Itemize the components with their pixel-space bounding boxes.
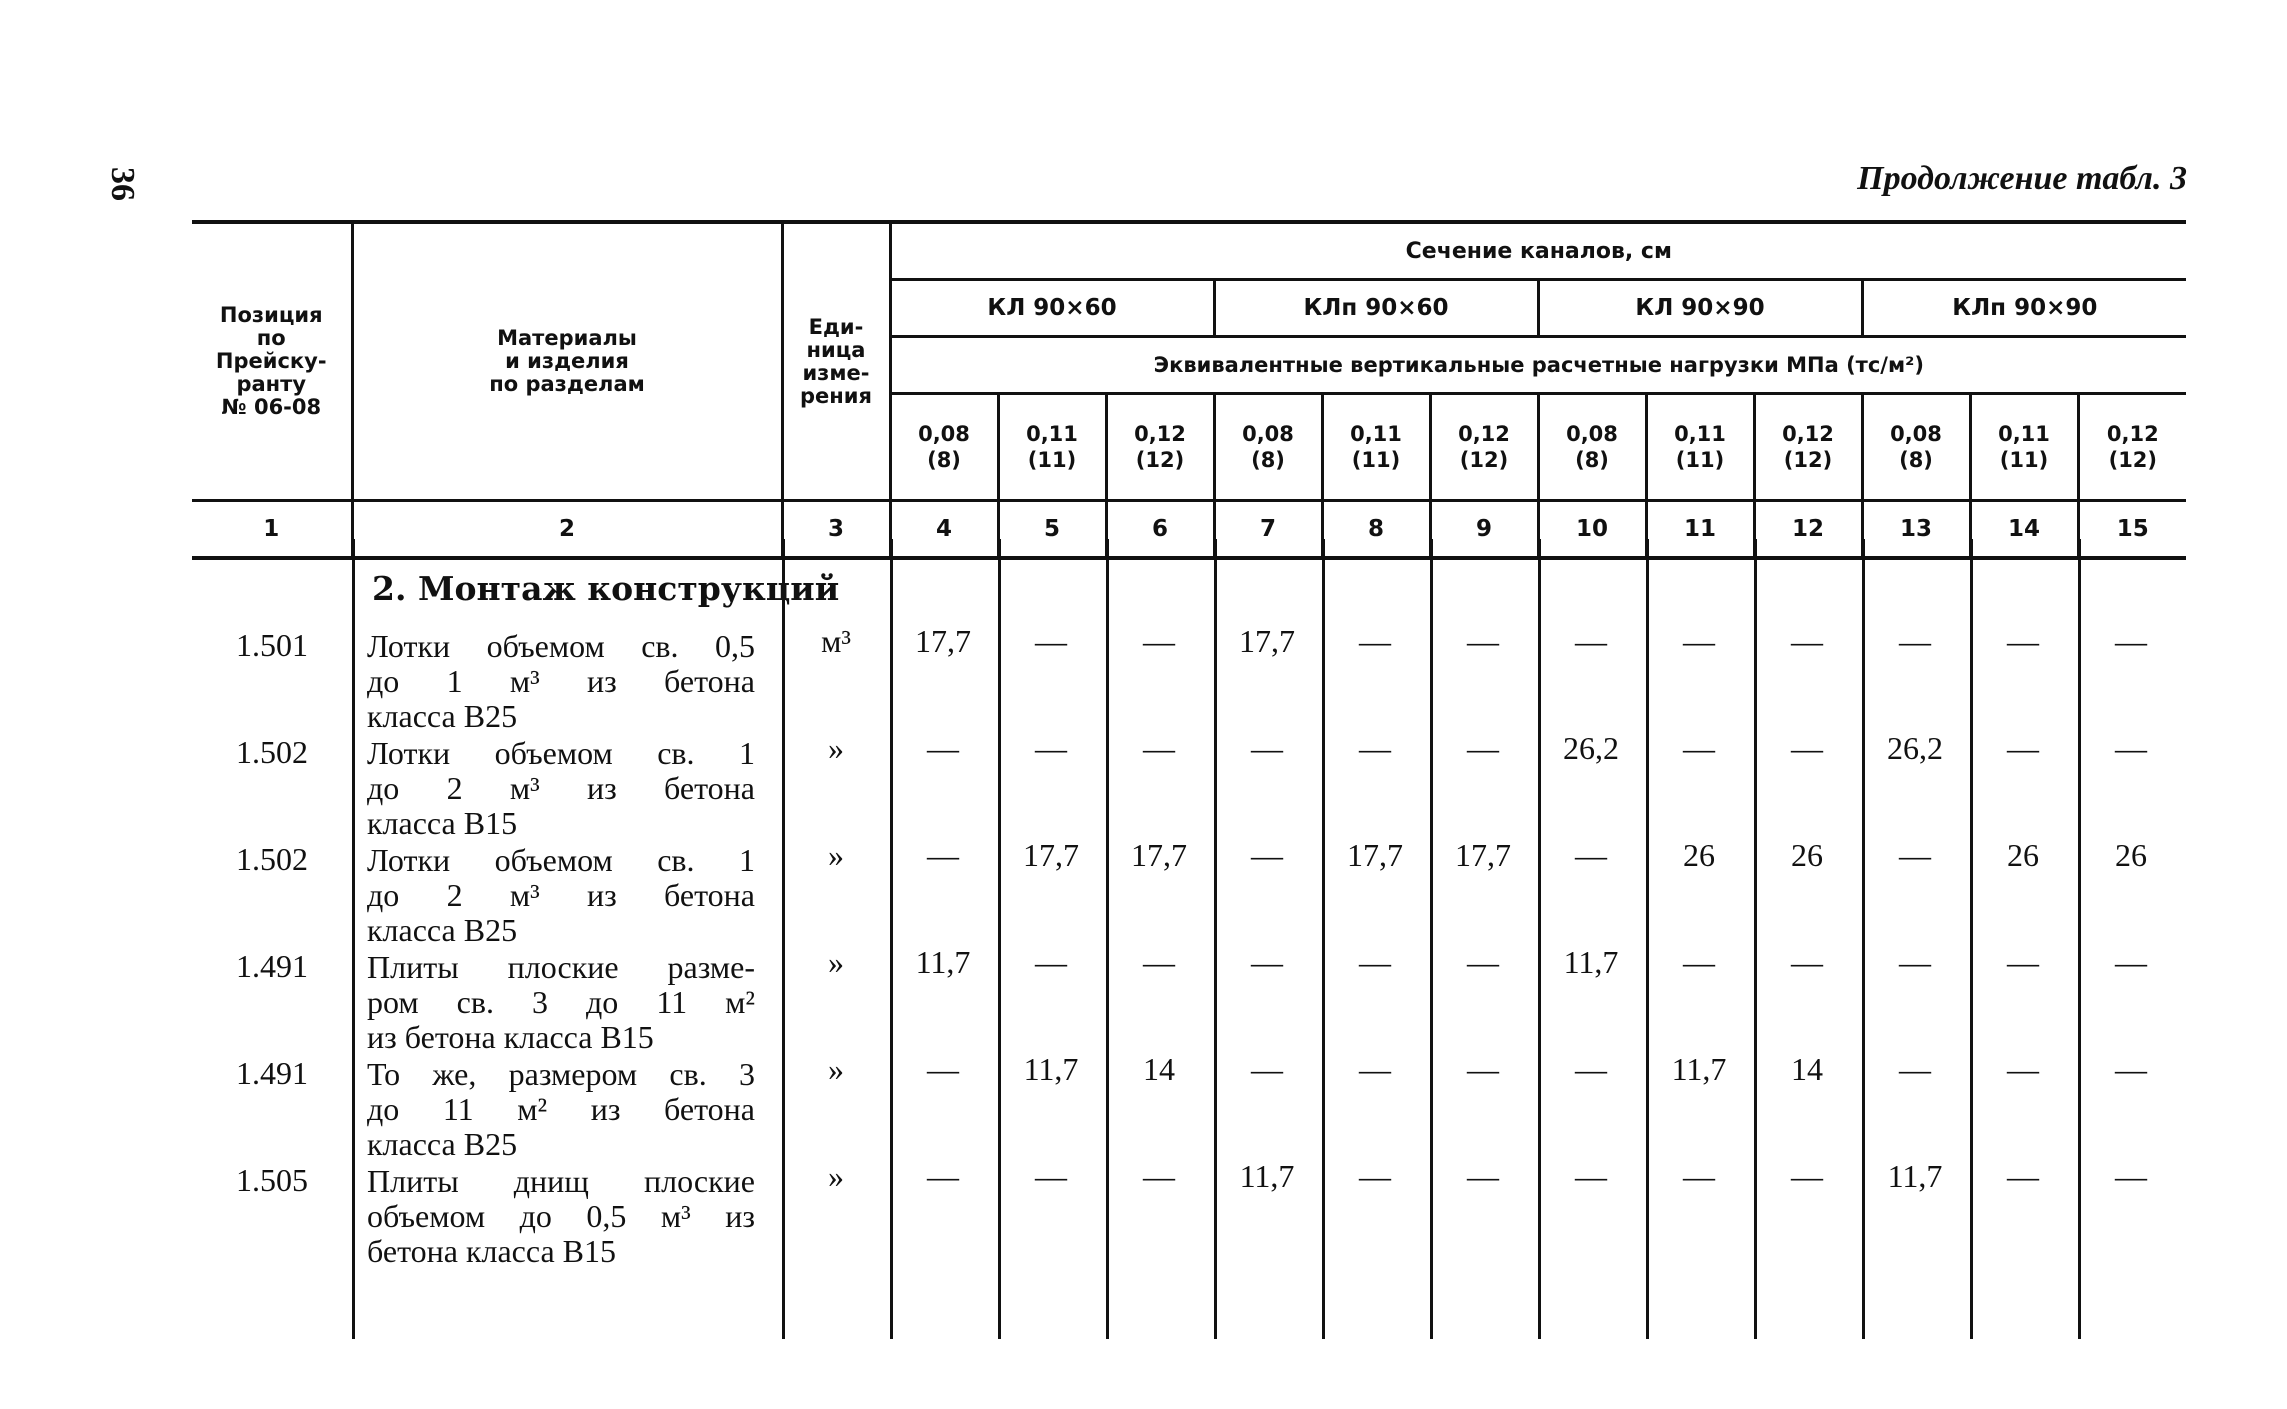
row-value: 17,7	[1347, 837, 1403, 873]
row-unit: м³	[821, 623, 851, 659]
row-value: —	[1467, 944, 1499, 980]
row-value: 26,2	[1887, 730, 1943, 766]
row-value: 26	[1791, 837, 1823, 873]
row-value: —	[1359, 1158, 1391, 1194]
column-number: 6	[1106, 501, 1214, 559]
row-value: 11,7	[1887, 1158, 1943, 1194]
row-position: 1.491	[236, 948, 308, 984]
column-number: 1	[192, 501, 352, 559]
row-value: —	[1143, 944, 1175, 980]
row-value: —	[2115, 1158, 2147, 1194]
row-value: —	[2115, 944, 2147, 980]
header-group-klp-90x60: КЛп 90×60	[1214, 280, 1538, 337]
row-value: —	[927, 1158, 959, 1194]
row-value: 11,7	[1671, 1051, 1727, 1087]
header-load-value: 0,08 (8)	[1862, 394, 1970, 501]
row-value: —	[1791, 730, 1823, 766]
row-unit: »	[828, 730, 844, 766]
column-number: 2	[352, 501, 782, 559]
row-value: —	[1251, 944, 1283, 980]
row-value: 17,7	[1131, 837, 1187, 873]
row-value: —	[1035, 1158, 1067, 1194]
row-value: —	[1251, 730, 1283, 766]
row-value: —	[1143, 730, 1175, 766]
row-value: —	[1899, 837, 1931, 873]
row-value: 14	[1143, 1051, 1175, 1087]
header-load-value: 0,11 (11)	[1646, 394, 1754, 501]
row-value: 11,7	[1563, 944, 1619, 980]
header-load-value: 0,12 (12)	[2078, 394, 2186, 501]
row-value: 17,7	[915, 623, 971, 659]
header-group-kl-90x90: КЛ 90×90	[1538, 280, 1862, 337]
row-value: —	[1467, 1158, 1499, 1194]
table-continuation-label: Продолжение табл. 3	[1857, 160, 2187, 197]
column-number: 3	[782, 501, 890, 559]
header-load-value: 0,11 (11)	[998, 394, 1106, 501]
column-number: 10	[1538, 501, 1646, 559]
header-channel-section: Сечение каналов, см	[890, 222, 2186, 280]
row-value: 26	[2007, 837, 2039, 873]
row-value: 17,7	[1239, 623, 1295, 659]
column-number: 12	[1754, 501, 1862, 559]
header-load-value: 0,12 (12)	[1754, 394, 1862, 501]
header-load-value: 0,12 (12)	[1106, 394, 1214, 501]
row-value: —	[1575, 837, 1607, 873]
row-value: —	[1683, 1158, 1715, 1194]
column-number: 7	[1214, 501, 1322, 559]
row-value: —	[1251, 1051, 1283, 1087]
row-value: —	[1575, 1158, 1607, 1194]
header-load-value: 0,08 (8)	[1538, 394, 1646, 501]
column-number: 15	[2078, 501, 2186, 559]
column-number: 14	[1970, 501, 2078, 559]
row-material: То же, размером св. 3 до 11 м² из бетона класса В25	[367, 1056, 755, 1162]
row-value: —	[927, 1051, 959, 1087]
row-material: Плиты плоские разме- ром св. 3 до 11 м² из бетона класса В15	[367, 949, 755, 1055]
row-value: —	[2007, 730, 2039, 766]
row-material: Лотки объемом св. 0,5 до 1 м³ из бетона класса В25	[367, 628, 755, 734]
row-value: —	[1035, 944, 1067, 980]
column-number: 5	[998, 501, 1106, 559]
page-number: 36	[104, 167, 141, 201]
row-value: 11,7	[1239, 1158, 1295, 1194]
row-value: —	[1791, 944, 1823, 980]
header-group-klp-90x90: КЛп 90×90	[1862, 280, 2186, 337]
row-value: 17,7	[1023, 837, 1079, 873]
row-value: —	[1683, 623, 1715, 659]
row-unit: »	[828, 944, 844, 980]
row-value: —	[1575, 1051, 1607, 1087]
row-material: Лотки объемом св. 1 до 2 м³ из бетона класса В25	[367, 842, 755, 948]
row-value: —	[1575, 623, 1607, 659]
column-number: 9	[1430, 501, 1538, 559]
header-load-value: 0,08 (8)	[890, 394, 998, 501]
column-divider	[352, 539, 355, 1339]
header-load-value: 0,11 (11)	[1970, 394, 2078, 501]
header-load-value: 0,08 (8)	[1214, 394, 1322, 501]
row-value: —	[1791, 1158, 1823, 1194]
section-title: 2. Монтаж конструкций	[372, 569, 840, 608]
row-value: —	[1143, 623, 1175, 659]
row-value: —	[1035, 623, 1067, 659]
row-value: —	[1359, 944, 1391, 980]
row-value: —	[1467, 623, 1499, 659]
header-materials: Материалы и изделия по разделам	[352, 222, 782, 501]
column-number: 13	[1862, 501, 1970, 559]
row-value: —	[1899, 1051, 1931, 1087]
row-value: —	[1359, 623, 1391, 659]
header-load-label: Эквивалентные вертикальные расчетные нагрузки МПа (тс/м²)	[890, 337, 2186, 394]
header-position: Позиция по Прейску- ранту № 06-08	[192, 222, 352, 501]
row-value: —	[2007, 944, 2039, 980]
table-header	[192, 220, 2184, 560]
row-value: —	[1791, 623, 1823, 659]
table-body	[192, 539, 2184, 1339]
row-value: —	[1467, 1051, 1499, 1087]
row-value: —	[927, 730, 959, 766]
row-value: 14	[1791, 1051, 1823, 1087]
row-value: —	[1251, 837, 1283, 873]
row-position: 1.491	[236, 1055, 308, 1091]
row-value: 26	[1683, 837, 1715, 873]
row-value: —	[1899, 944, 1931, 980]
row-value: —	[2007, 623, 2039, 659]
row-value: 26	[2115, 837, 2147, 873]
row-value: —	[927, 837, 959, 873]
row-value: 17,7	[1455, 837, 1511, 873]
row-value: —	[1143, 1158, 1175, 1194]
row-value: —	[1359, 730, 1391, 766]
row-position: 1.502	[236, 841, 308, 877]
row-position: 1.502	[236, 734, 308, 770]
row-value: —	[1467, 730, 1499, 766]
row-unit: »	[828, 1158, 844, 1194]
row-material: Плиты днищ плоские объемом до 0,5 м³ из бетона класса В15	[367, 1163, 755, 1269]
row-value: —	[2115, 730, 2147, 766]
row-value: —	[2115, 623, 2147, 659]
row-value: —	[1035, 730, 1067, 766]
column-number: 4	[890, 501, 998, 559]
row-value: 26,2	[1563, 730, 1619, 766]
row-value: 11,7	[915, 944, 971, 980]
row-unit: »	[828, 1051, 844, 1087]
row-value: —	[1683, 944, 1715, 980]
column-number: 11	[1646, 501, 1754, 559]
row-position: 1.501	[236, 627, 308, 663]
row-value: —	[1683, 730, 1715, 766]
row-value: —	[2007, 1051, 2039, 1087]
header-load-value: 0,12 (12)	[1430, 394, 1538, 501]
row-value: —	[2007, 1158, 2039, 1194]
row-material: Лотки объемом св. 1 до 2 м³ из бетона класса В15	[367, 735, 755, 841]
row-value: 11,7	[1023, 1051, 1079, 1087]
header-group-kl-90x60: КЛ 90×60	[890, 280, 1214, 337]
row-value: —	[2115, 1051, 2147, 1087]
header-load-value: 0,11 (11)	[1322, 394, 1430, 501]
row-value: —	[1359, 1051, 1391, 1087]
row-unit: »	[828, 837, 844, 873]
header-unit: Еди- ница изме- рения	[782, 222, 890, 501]
row-position: 1.505	[236, 1162, 308, 1198]
row-value: —	[1899, 623, 1931, 659]
column-number: 8	[1322, 501, 1430, 559]
